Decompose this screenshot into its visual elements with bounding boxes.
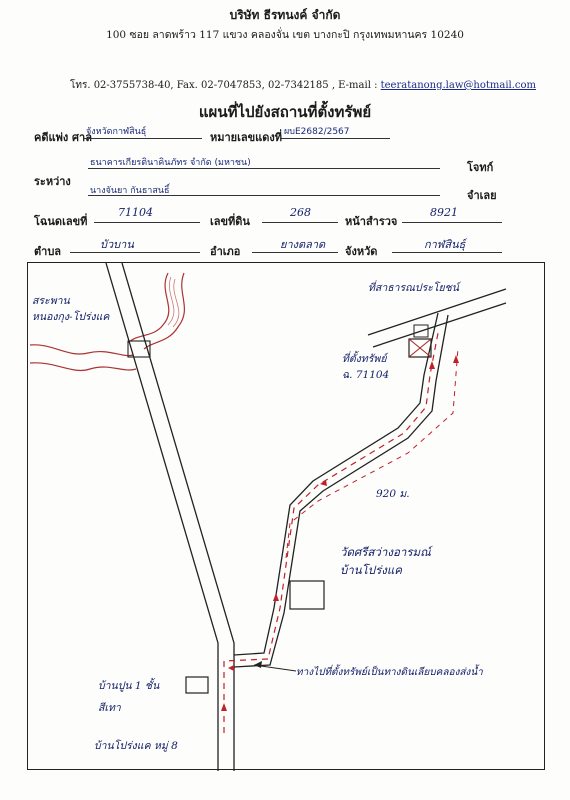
district-value: ยางตลาด: [280, 238, 326, 251]
temple-label: วัดศรีสว่างอารมณ์ บ้านโปร่งแค: [340, 545, 431, 577]
black-no-label: หมายเลขแดงที่: [210, 131, 282, 144]
land-no-label: เลขที่ดิน: [210, 215, 250, 228]
contact-phone-fax: โทร. 02-3755738-40, Fax. 02-7047853, 02-7342185 , E-mail :: [70, 80, 381, 91]
survey-label: หน้าสำรวจ: [345, 215, 398, 228]
village-label: บ้านโปร่งแค หมู่ 8: [94, 740, 178, 752]
case-label: คดีแพ่ง ศาล: [34, 131, 92, 144]
company-name: บริษัท ธีรทนงค์ จำกัด: [229, 8, 341, 22]
plaintiff-value: ธนาคารเกียรตินาคินภัทร จำกัด (มหาชน): [90, 158, 251, 168]
land-no-value: 268: [290, 206, 311, 219]
defendant-value: นางจันยา กันธาสนธิ์: [90, 186, 170, 196]
house-label: บ้านปูน 1 ชั้น สีเทา: [98, 680, 160, 714]
plaintiff-role: โจทก์: [467, 161, 494, 174]
defendant-role: จำเลย: [467, 189, 497, 202]
black-no-value: ผบE2682/2567: [284, 127, 350, 137]
page-title: แผนที่ไปยังสถานที่ตั้งทรัพย์: [198, 103, 372, 121]
between-label: ระหว่าง: [34, 175, 71, 188]
email-link[interactable]: teeratanong.law@hotmail.com: [380, 80, 537, 91]
province-label: จังหวัด: [345, 245, 378, 258]
deed-label: โฉนดเลขที่: [34, 215, 88, 228]
district-label: อำเภอ: [210, 245, 241, 258]
property-label: ที่ตั้งทรัพย์ ฉ. 71104: [342, 353, 390, 381]
contact-line: [70, 78, 536, 93]
company-address: 100 ซอย ลาดพร้าว 117 แขวง คลองจั่น เขต บางกะปิ กรุงเทพมหานคร 10240: [106, 29, 464, 41]
location-map: [27, 262, 545, 770]
subdistrict-value: บัวบาน: [100, 238, 134, 251]
survey-value: 8921: [430, 206, 458, 219]
province-value: กาฬสินธุ์: [424, 238, 466, 251]
distance-label: 920 ม.: [376, 488, 410, 500]
direction-label: ทางไปที่ตั้งทรัพย์เป็นทางดินเลียบคลองส่งน้ำ: [296, 667, 483, 678]
public-land-label: ที่สาธารณประโยชน์: [368, 282, 459, 294]
subdistrict-label: ตำบล: [34, 245, 62, 258]
deed-value: 71104: [118, 206, 153, 219]
pond-label: สระพาน หนองกุง-โปร่งแค: [32, 295, 110, 323]
court-value: จังหวัดกาฬสินธุ์: [86, 127, 147, 137]
